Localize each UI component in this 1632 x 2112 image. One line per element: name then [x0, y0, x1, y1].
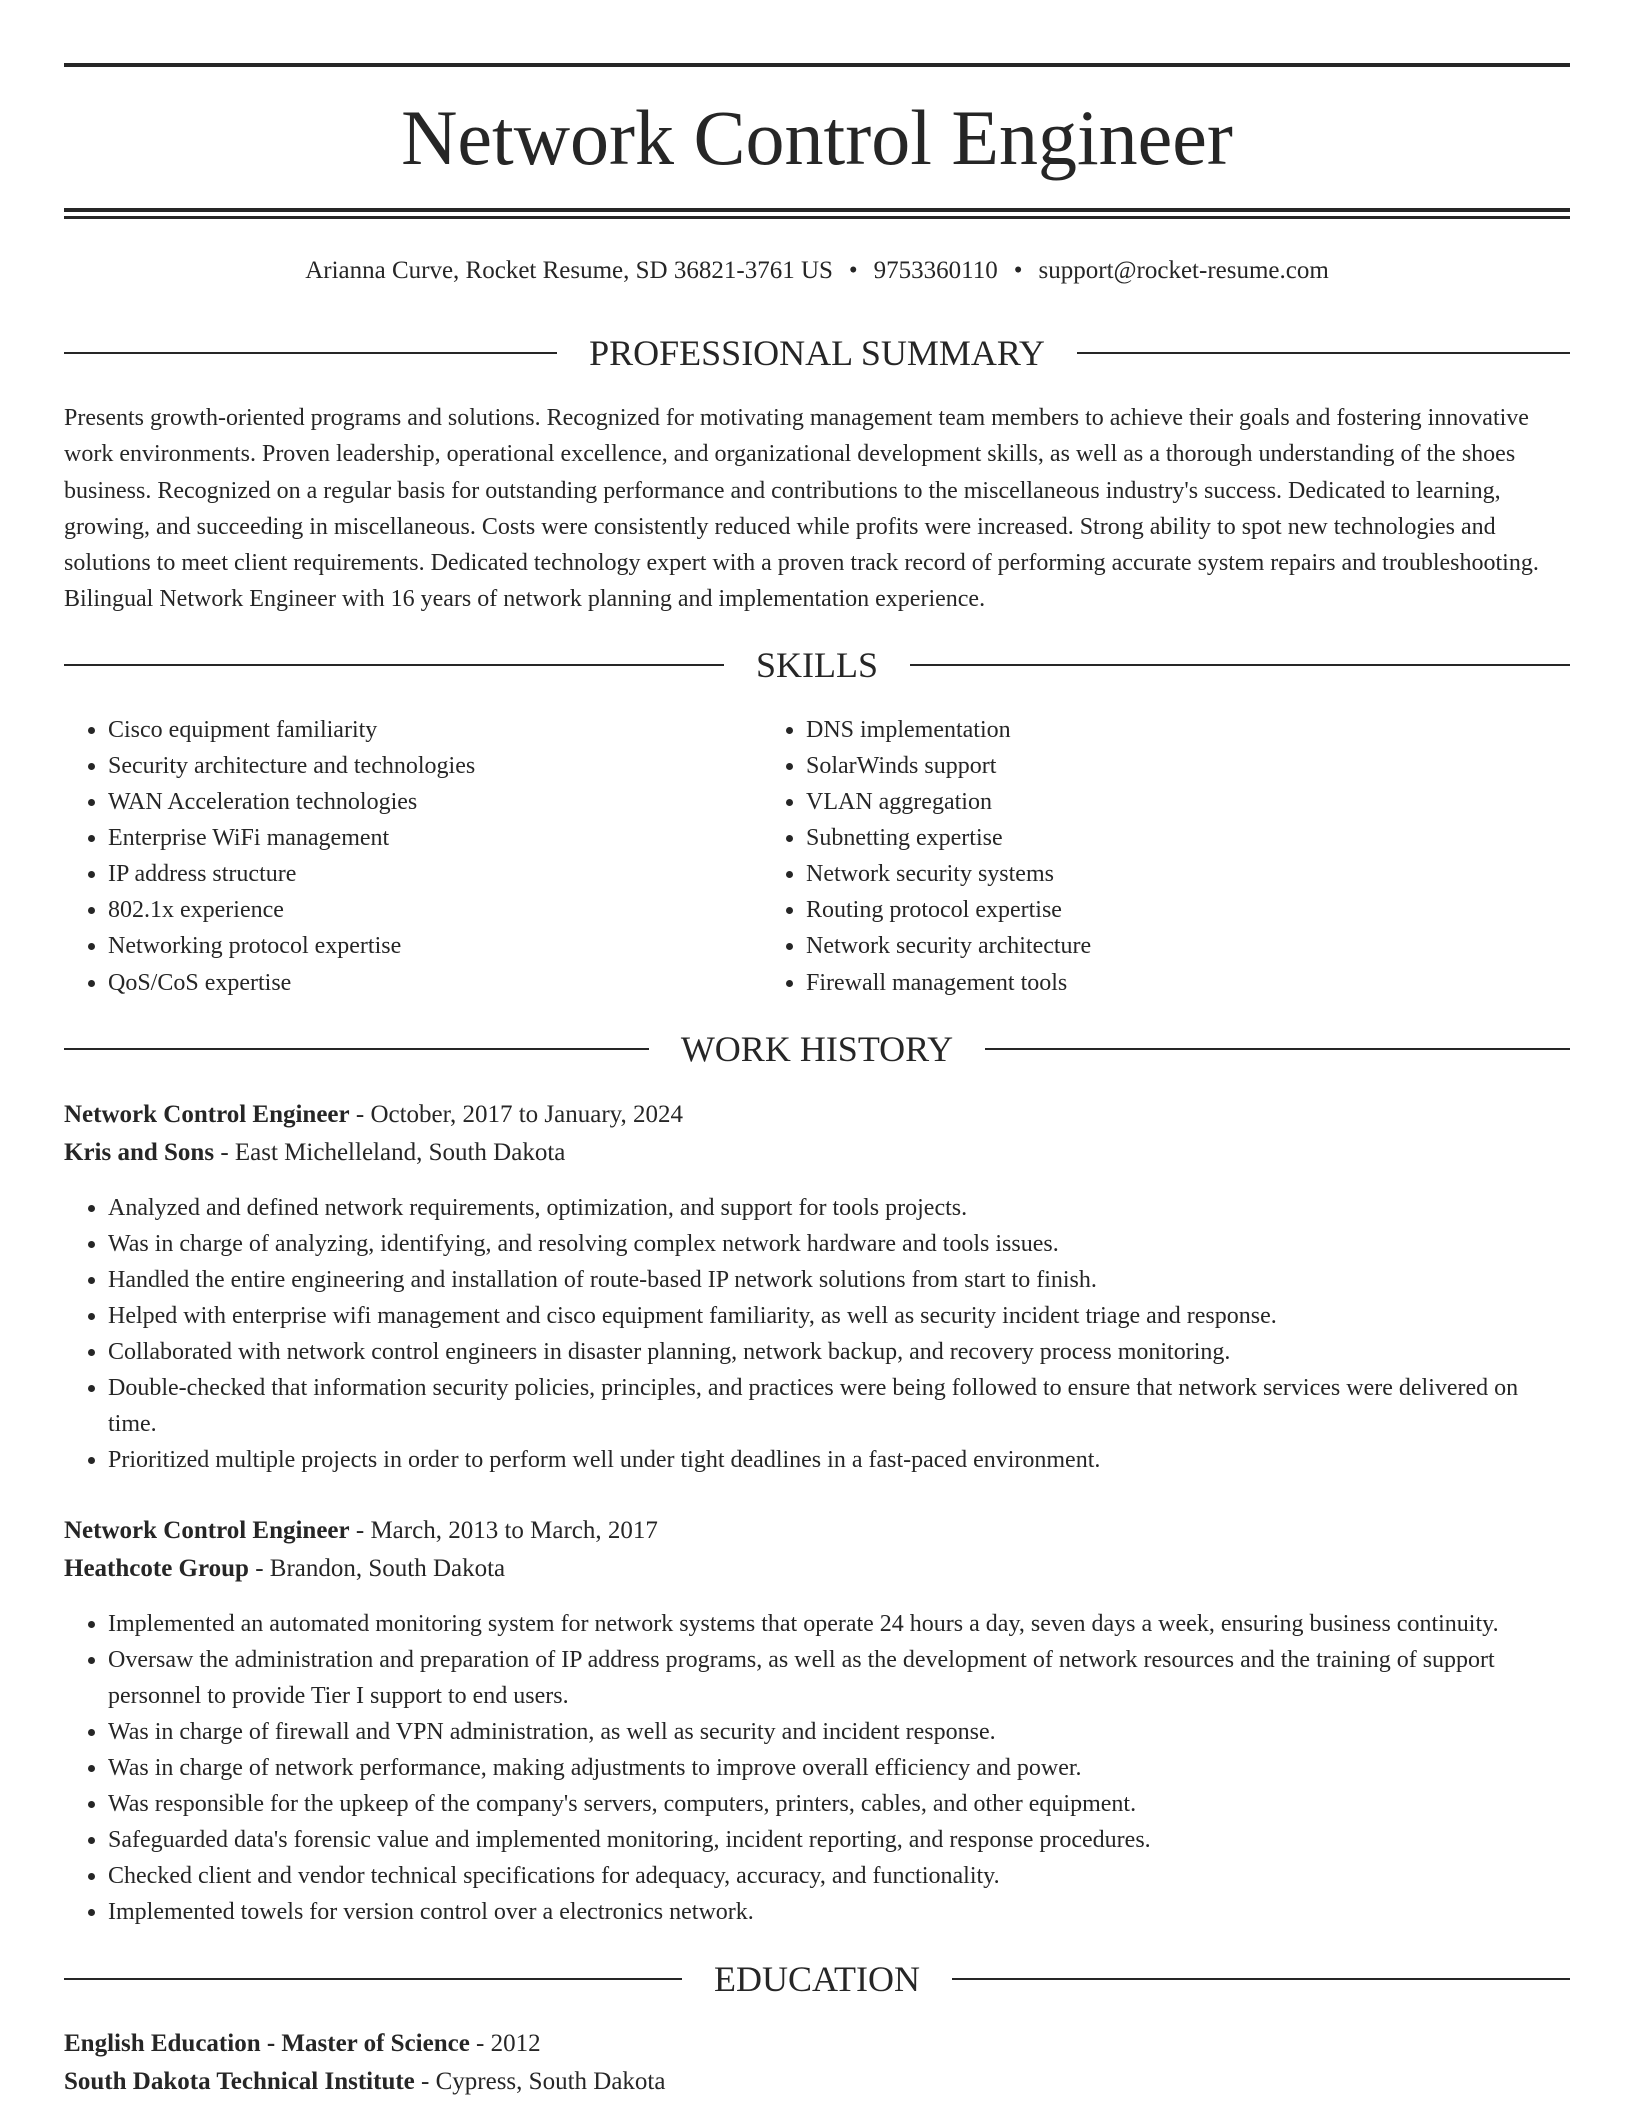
job-bullet: • Collaborated with network control engineers in disaster planning, network backup, and recovery process monitoring.: [108, 1334, 1570, 1370]
section-rule: [64, 1978, 682, 1980]
section-rule: [985, 1048, 1570, 1050]
contact-address: Arianna Curve, Rocket Resume, SD 36821-3761 US: [305, 257, 833, 284]
skill-item: • Routing protocol expertise: [806, 892, 1504, 928]
section-rule: [64, 352, 557, 354]
job-bullet: • Was in charge of network performance, making adjustments to improve overall efficiency and power.: [108, 1750, 1570, 1786]
section-rule: [1077, 352, 1570, 354]
skill-item: • VLAN aggregation: [806, 784, 1504, 820]
skill-item: • Network security systems: [806, 856, 1504, 892]
education-location: - Cypress, South Dakota: [414, 2068, 666, 2095]
job-company-line: [64, 1550, 505, 1588]
job-title: Network Control Engineer: [64, 1517, 350, 1544]
education-school-line: [64, 2063, 665, 2101]
job-bullet: • Was in charge of firewall and VPN administration, as well as security and incident response.: [108, 1714, 1570, 1750]
skill-item: • Subnetting expertise: [806, 820, 1504, 856]
skills-list: [64, 712, 1570, 1001]
section-title: EDUCATION: [714, 1959, 920, 1999]
contact-line: [64, 256, 1570, 286]
job-bullet: • Handled the entire engineering and installation of route-based IP network solutions from start to finish.: [108, 1262, 1570, 1298]
header-bottom-rule: [64, 208, 1570, 212]
job-bullet: • Helped with enterprise wifi management and cisco equipment familiarity, as well as security incident triage and response.: [108, 1298, 1570, 1334]
section-header-work: [64, 1029, 1570, 1069]
job-company-line: [64, 1134, 565, 1172]
skill-item: • Network security architecture: [806, 928, 1504, 964]
skill-item: • Firewall management tools: [806, 965, 1504, 1001]
contact-phone: 9753360110: [873, 257, 998, 284]
job-company: Kris and Sons: [64, 1139, 215, 1166]
job-title-line: [64, 1512, 658, 1550]
section-rule: [952, 1978, 1570, 1980]
section-title: PROFESSIONAL SUMMARY: [589, 333, 1045, 373]
education-year: - 2012: [469, 2030, 541, 2057]
job-bullet: • Checked client and vendor technical specifications for adequacy, accuracy, and functionality.: [108, 1858, 1570, 1894]
section-rule: [910, 664, 1570, 666]
education-school: South Dakota Technical Institute: [64, 2068, 415, 2095]
job-bullet: • Was in charge of analyzing, identifying, and resolving complex network hardware and tools issues.: [108, 1226, 1570, 1262]
section-header-summary: [64, 333, 1570, 373]
job-bullet: • Analyzed and defined network requirements, optimization, and support for tools projects.: [108, 1190, 1570, 1226]
skill-item: • SolarWinds support: [806, 748, 1504, 784]
job-bullet: • Prioritized multiple projects in order to perform well under tight deadlines in a fast-paced environment.: [108, 1442, 1570, 1478]
section-title: SKILLS: [756, 645, 879, 685]
header-top-rule: [64, 63, 1570, 67]
job-location: - Brandon, South Dakota: [248, 1555, 506, 1582]
job-bullet: • Implemented towels for version control over a electronics network.: [108, 1894, 1570, 1930]
header-bottom-rule-2: [64, 216, 1570, 219]
job-dates: - October, 2017 to January, 2024: [349, 1101, 684, 1128]
skill-item: • IP address structure: [108, 856, 762, 892]
skills-column-right: [762, 712, 1504, 1001]
section-header-skills: [64, 645, 1570, 685]
resume-title: Network Control Engineer: [401, 94, 1233, 181]
education-degree-line: [64, 2025, 541, 2063]
skill-item: • Cisco equipment familiarity: [108, 712, 762, 748]
job-title: Network Control Engineer: [64, 1101, 350, 1128]
section-rule: [64, 664, 724, 666]
job-bullet: • Was responsible for the upkeep of the company's servers, computers, printers, cables, and other equipment.: [108, 1786, 1570, 1822]
skills-column-left: [64, 712, 762, 1001]
job-bullet: • Implemented an automated monitoring system for network systems that operate 24 hours a day, seven days a week, ensuring business continuity.: [108, 1606, 1570, 1642]
section-header-education: [64, 1959, 1570, 1999]
job-company: Heathcote Group: [64, 1555, 249, 1582]
job-bullet: • Oversaw the administration and preparation of IP address programs, as well as the development of network resources and the training of support personnel to provide Tier I support to end users.: [108, 1642, 1570, 1714]
skill-item: • Networking protocol expertise: [108, 928, 762, 964]
contact-email: support@rocket-resume.com: [1038, 257, 1329, 284]
skill-item: • Security architecture and technologies: [108, 748, 762, 784]
contact-separator: •: [1013, 257, 1023, 284]
contact-separator: •: [848, 257, 858, 284]
section-rule: [64, 1048, 649, 1050]
job-bullet: • Safeguarded data's forensic value and implemented monitoring, incident reporting, and response procedures.: [108, 1822, 1570, 1858]
job-bullets: [64, 1606, 1570, 1930]
section-title: WORK HISTORY: [680, 1029, 954, 1069]
skill-item: • 802.1x experience: [108, 892, 762, 928]
skill-item: • WAN Acceleration technologies: [108, 784, 762, 820]
skill-item: • QoS/CoS expertise: [108, 965, 762, 1001]
skill-item: • Enterprise WiFi management: [108, 820, 762, 856]
education-degree: English Education - Master of Science: [64, 2030, 470, 2057]
job-location: - East Michelleland, South Dakota: [214, 1139, 566, 1166]
job-bullet: • Double-checked that information security policies, principles, and practices were being followed to ensure that network services were delivered on time.: [108, 1370, 1570, 1442]
job-bullets: [64, 1190, 1570, 1478]
skill-item: • DNS implementation: [806, 712, 1504, 748]
job-title-line: [64, 1096, 683, 1134]
summary-text: Presents growth-oriented programs and solutions. Recognized for motivating management team members to achieve their goals and fostering innovative work environments. Proven leadership, operational excellence, and organizational development skills, as well as a thorough understanding of the shoes business. Recognized on a regular basis for outstanding performance and contributions to the miscellaneous industry's success. Dedicated to learning, growing, and succeeding in miscellaneous. Costs were consistently reduced while profits were increased. Strong ability to spot new technologies and solutions to meet client requirements. Dedicated technology expert with a proven track record of performing accurate system repairs and troubleshooting. Bilingual Network Engineer with 16 years of network planning and implementation experience.: [64, 405, 1539, 613]
job-dates: - March, 2013 to March, 2017: [349, 1517, 658, 1544]
